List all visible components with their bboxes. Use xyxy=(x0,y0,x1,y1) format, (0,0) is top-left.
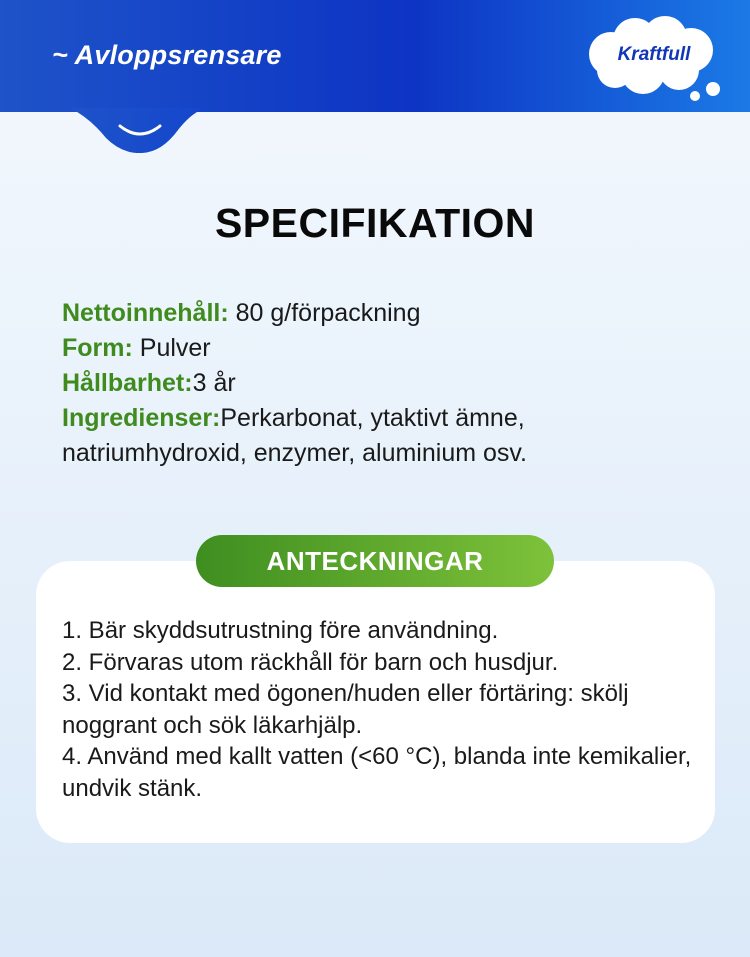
spec-key: Nettoinnehåll: xyxy=(62,299,229,327)
spec-value: Perkarbonat, ytaktivt ämne, natriumhydroxid, enzymer, aluminium osv. xyxy=(62,404,527,467)
spec-key: Ingredienser: xyxy=(62,404,221,432)
spec-row-net-content xyxy=(62,296,702,331)
spec-title: SPECIFIKATION xyxy=(214,200,536,246)
badge-label: Kraftfull xyxy=(617,44,691,65)
note-item: 3. Vid kontakt med ögonen/huden eller förtäring: skölj noggrant och sök läkarhjälp. xyxy=(62,680,629,739)
spec-row-shelf-life xyxy=(62,366,702,401)
spec-key: Form: xyxy=(62,334,133,362)
spec-value: 80 g/förpackning xyxy=(228,299,421,327)
spec-row-ingredients xyxy=(62,401,702,471)
notes-title-pill: ANTECKNINGAR xyxy=(196,535,554,587)
brand-title: ~ Avloppsrensare xyxy=(52,40,282,70)
spec-value: 3 år xyxy=(192,369,236,397)
spec-row-form xyxy=(62,331,702,366)
header-tab-smile-icon xyxy=(0,108,250,158)
notes-list xyxy=(62,615,702,804)
note-item: 2. Förvaras utom räckhåll för barn och husdjur. xyxy=(62,648,559,676)
spec-key: Hållbarhet: xyxy=(62,369,193,397)
spec-value: Pulver xyxy=(132,334,211,362)
spec-list xyxy=(62,296,702,471)
note-item: 1. Bär skyddsutrustning före användning. xyxy=(62,617,499,644)
note-item: 4. Använd med kallt vatten (<60 °C), blanda inte kemikalier, undvik stänk. xyxy=(62,743,692,802)
